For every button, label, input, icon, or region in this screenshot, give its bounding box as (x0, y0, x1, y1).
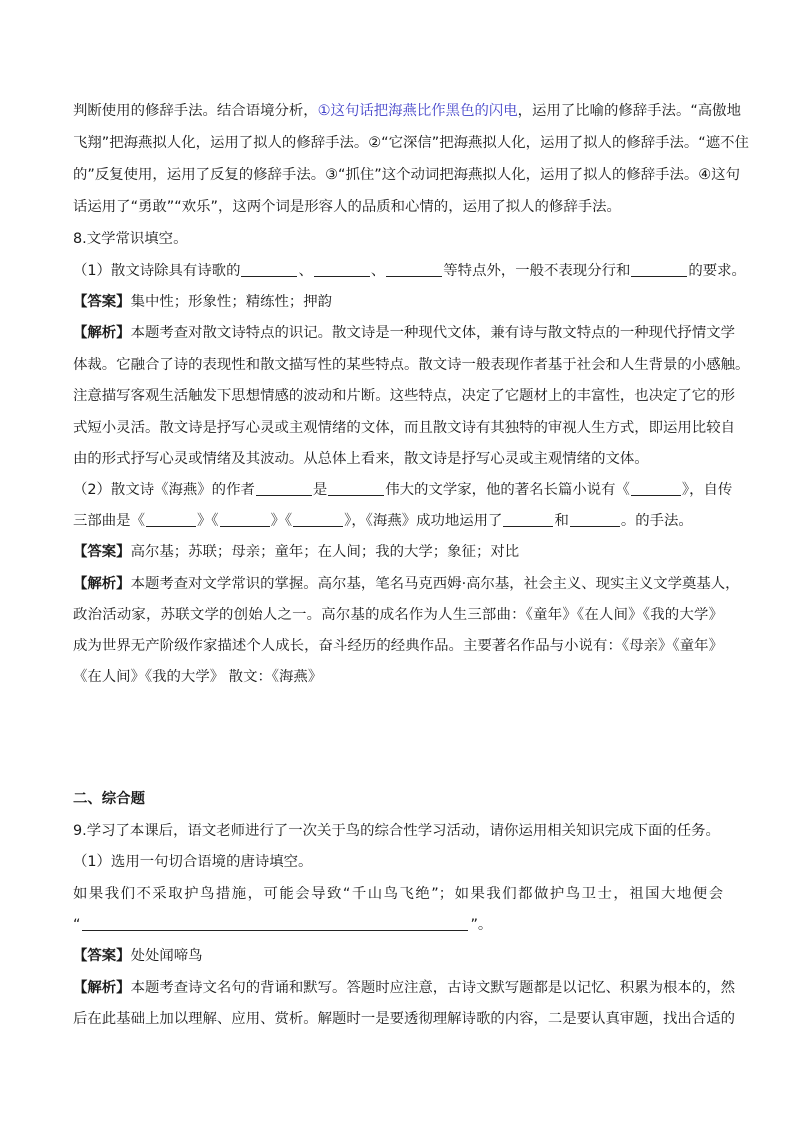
text-span: 。的手法。 (620, 513, 693, 529)
analysis-text: 本题考查对散文诗特点的识记。散文诗是一种现代文体，兼有诗与散文特点的一种现代抒情文学 (130, 325, 735, 341)
analysis-2-line-2: 政治活动家，苏联文学的创始人之一。高尔基的成名作为人生三部曲：《童年》《在人间》《我的大学》 (73, 607, 723, 623)
text-span: 、 (370, 263, 386, 279)
question-8-part-1 (73, 261, 746, 281)
question-9-part-1: （1）选用一句切合语境的唐诗填空。 (73, 854, 313, 870)
question-9-line-1: 如果我们不采取护鸟措施，可能会导致“千山鸟飞绝”；如果我们都做护鸟卫士，祖国大地便会 (73, 886, 723, 902)
highlighted-text: ①这句话把海燕比作黑色的闪电 (317, 103, 518, 119)
text-span: 》，《海燕》成功地运用了 (344, 513, 503, 529)
blank-field[interactable] (570, 512, 620, 527)
blank-field[interactable] (146, 512, 196, 527)
question-8-part-2-line-2 (73, 511, 723, 531)
blank-field[interactable] (314, 262, 370, 277)
question-9-title: 9.学习了本课后，语文老师进行了一次关于鸟的综合性学习活动，请你运用相关知识完成下面的任务。 (73, 823, 720, 839)
blank-field[interactable] (631, 481, 681, 496)
text-span: “ (73, 917, 81, 933)
analysis-2-line-3: 成为世界无产阶级作家描述个人成长，奋斗经历的经典作品。主要著名作品与小说有：《母亲》《童年》 (73, 638, 723, 654)
blank-field[interactable] (241, 262, 297, 277)
text-span: 》《 (196, 513, 219, 529)
text-span: 三部曲是《 (73, 513, 145, 529)
text-span: 判断使用的修辞手法。结合语境分析， (73, 103, 318, 119)
text-span: （2）散文诗《海燕》的作者 (73, 482, 255, 498)
blank-field[interactable] (256, 481, 312, 496)
text-span: 伟大的文学家，他的著名长篇小说有《 (385, 482, 630, 498)
answer-line-3 (73, 946, 723, 966)
answer-text: 处处闻啼鸟 (130, 948, 203, 964)
section-heading: 二、综合题 (73, 791, 145, 807)
question-8-part-2-line-1 (73, 480, 733, 500)
analysis-1-line-4: 式短小灵活。散文诗是抒写心灵或主观情绪的文体，而且散文诗有其独特的审视人生方式，即运用比较自 (73, 420, 735, 436)
blank-field[interactable] (631, 262, 687, 277)
explain-line-4: 话运用了“勇敢”“欢乐”，这两个词是形容人的品质和心情的，运用了拟人的修辞手法。 (73, 199, 621, 215)
text-span: 等特点外，一般不表现分行和 (443, 263, 631, 279)
text-span: 》，自传 (681, 482, 733, 498)
answer-text: 集中性；形象性；精练性；押韵 (130, 294, 333, 310)
analysis-1-line-3: 注意描写客观生活触发下思想情感的波动和片断。这些特点，决定了它题材上的丰富性，也决定了它的形 (73, 388, 735, 404)
blank-field[interactable] (328, 481, 384, 496)
analysis-text: 本题考查诗文名句的背诵和默写。答题时应注意，古诗文默写题都是以记忆、积累为根本的，然 (130, 980, 735, 996)
explain-line-1 (73, 101, 741, 121)
analysis-1-line-5: 由的形式抒写心灵或情绪及其波动。从总体上看来，散文诗是抒写心灵或主观情绪的文体。 (73, 451, 649, 467)
analysis-2-line-1 (73, 574, 740, 594)
question-8-title: 8.文学常识填空。 (73, 231, 188, 247)
text-span: 》《 (270, 513, 293, 529)
blank-field[interactable] (220, 512, 270, 527)
analysis-tag: 【解析】 (73, 576, 131, 592)
text-span: 是 (312, 482, 328, 498)
answer-tag: 【答案】 (73, 948, 131, 964)
text-span: 和 (554, 513, 569, 529)
blank-field[interactable] (293, 512, 343, 527)
blank-field[interactable] (82, 916, 468, 931)
analysis-2-line-4: 《在人间》《我的大学》 散文：《海燕》 (73, 669, 323, 685)
answer-line-2 (73, 542, 723, 562)
question-9-line-2 (73, 915, 723, 935)
answer-line-1 (73, 292, 723, 312)
answer-tag: 【答案】 (73, 544, 131, 560)
text-span: 、 (298, 263, 313, 279)
analysis-tag: 【解析】 (73, 980, 131, 996)
text-span: （1）散文诗除具有诗歌的 (73, 263, 241, 279)
analysis-1-line-2: 体裁。它融合了诗的表现性和散文描写性的某些特点。散文诗一般表现作者基于社会和人生背景的小感触。 (73, 357, 750, 373)
analysis-3-line-1 (73, 978, 735, 998)
answer-text: 高尔基；苏联；母亲；童年；在人间；我的大学；象征；对比 (130, 544, 520, 560)
text-span: ，运用了比喻的修辞手法。“高傲地 (517, 103, 741, 119)
text-span: ”。 (470, 917, 493, 933)
analysis-1-line-1 (73, 323, 735, 343)
explain-line-2: 飞翔”把海燕拟人化，运用了拟人的修辞手法。②“它深信”把海燕拟人化，运用了拟人的修辞手法。“遮不住 (73, 135, 749, 151)
text-span: 的要求。 (688, 263, 746, 279)
analysis-text: 本题考查对文学常识的掌握。高尔基，笔名马克西姆·高尔基，社会主义、现实主义文学奠基人， (130, 576, 740, 592)
blank-field[interactable] (503, 512, 553, 527)
explain-line-3: 的”反复使用，运用了反复的修辞手法。③“抓住”这个动词把海燕拟人化，运用了拟人的修辞手法。④这句 (73, 167, 740, 183)
blank-field[interactable] (386, 262, 442, 277)
analysis-3-line-2: 后在此基础上加以理解、应用、赏析。解题时一是要透彻理解诗歌的内容，二是要认真审题，找出合适的 (73, 1011, 735, 1027)
answer-tag: 【答案】 (73, 294, 131, 310)
analysis-tag: 【解析】 (73, 325, 131, 341)
